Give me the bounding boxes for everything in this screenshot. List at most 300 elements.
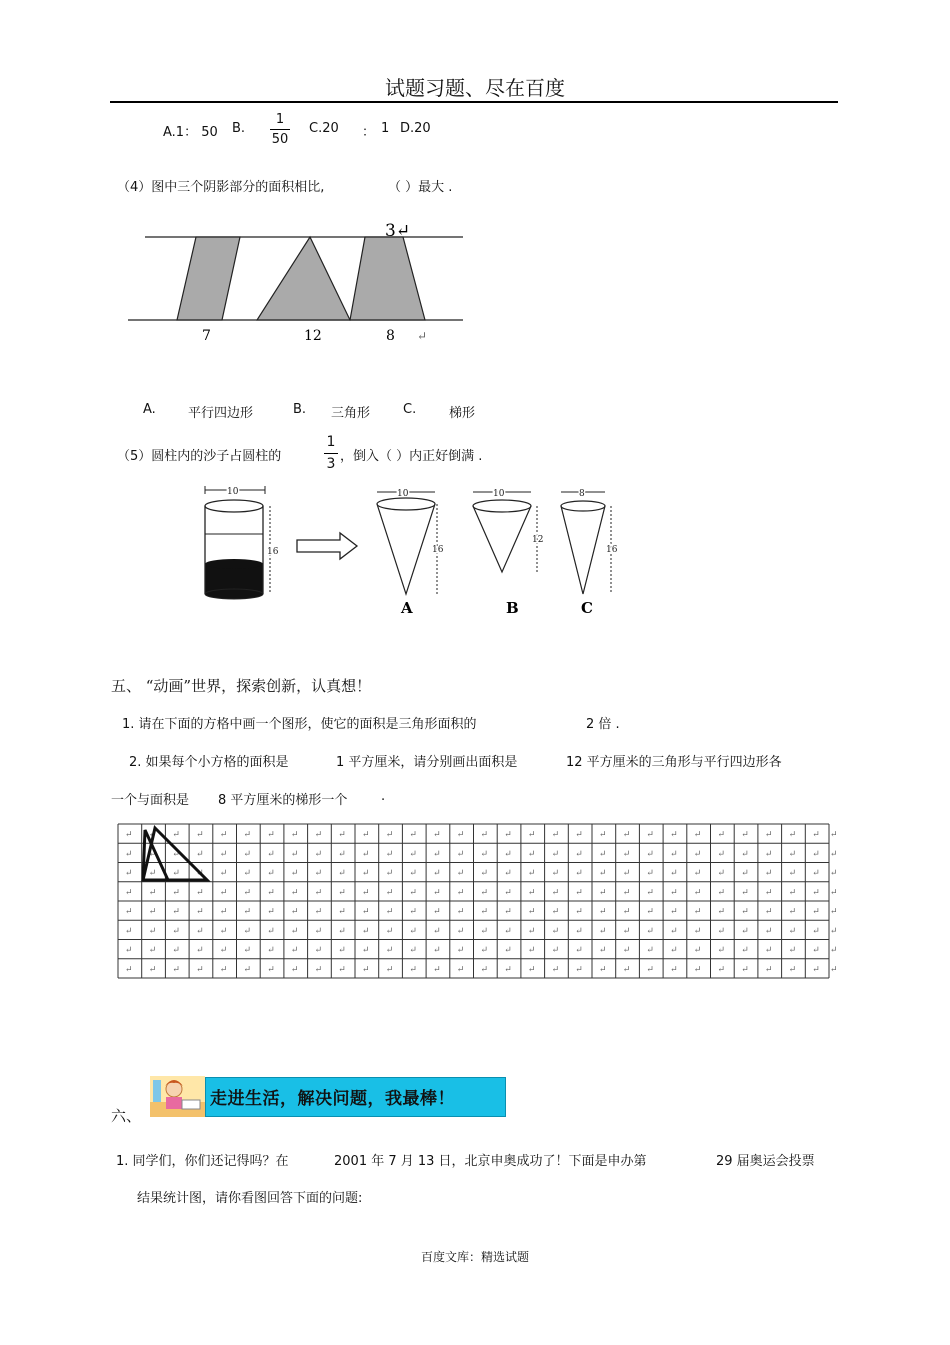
grid-cell-mark: ↵	[646, 868, 654, 879]
grid-cell-mark: ↵	[717, 830, 726, 840]
grid-cell-mark: ↵	[527, 887, 536, 898]
grid-cell-mark: ↵	[433, 849, 441, 860]
grid-cell-mark: ↵	[599, 868, 607, 879]
grid-cell-mark: ↵	[290, 926, 299, 937]
option-c: C.20	[309, 121, 339, 136]
cone-a-diameter-label: 10	[397, 489, 409, 499]
grid-cell-mark: ↵	[575, 830, 583, 840]
grid-cell-mark: ↵	[385, 830, 394, 840]
section-6-banner	[205, 1077, 506, 1117]
triangle-shape	[257, 237, 350, 320]
grid-cell-mark: ↵	[622, 849, 631, 860]
section-6-q1: 1. 同学们，你们还记得吗？在	[116, 1154, 289, 1169]
grid-cell-mark: ↵	[219, 868, 228, 879]
grid-cell-mark: ↵	[764, 926, 773, 937]
grid-cell-mark: ↵	[456, 849, 465, 860]
q4-prompt: （4）图中三个阴影部分的面积相比,	[117, 180, 325, 195]
grid-cell-mark: ↵	[456, 945, 465, 956]
q4-blank: （ ）最大 .	[388, 180, 453, 195]
grid-cell-mark: ↵	[480, 830, 489, 840]
grid-cell-mark: ↵	[764, 907, 773, 917]
grid-marks	[125, 830, 838, 975]
grid-cell-mark: ↵	[243, 907, 252, 917]
grid-cell-mark: ↵	[243, 926, 252, 937]
grid-cell-mark: ↵	[741, 830, 749, 840]
grid-cell-mark: ↵	[788, 830, 797, 840]
grid-cell-mark: ↵	[362, 830, 370, 840]
page-footer: 百度文库：精选试题	[420, 1250, 529, 1264]
grid-cell-mark: ↵	[219, 926, 228, 937]
grid-cell-mark: ↵	[670, 830, 678, 840]
grid-cell-mark: ↵	[812, 926, 820, 937]
grid-cell-mark: ↵	[480, 926, 489, 937]
fraction-bar	[324, 453, 338, 454]
grid-cell-mark: ↵	[219, 945, 228, 956]
cone-a-body	[377, 504, 435, 594]
option-a: A.1： 50	[163, 125, 218, 140]
grid-cell-mark: ↵	[599, 945, 607, 956]
grid-cell-mark: ↵	[172, 887, 180, 898]
grid-cell-mark: ↵	[527, 868, 536, 879]
grid-cell-mark: ↵	[812, 849, 820, 860]
grid-cell-mark: ↵	[385, 849, 394, 860]
grid-cell-mark: ↵	[125, 887, 133, 898]
option-d: D.20	[400, 121, 431, 136]
grid-cell-mark: ↵	[338, 945, 346, 956]
fraction-denominator: 3	[326, 456, 336, 472]
section-5-item-1-end: 2 倍 .	[586, 717, 620, 732]
grid-cell-mark: ↵	[314, 907, 323, 917]
fraction-numerator: 1	[275, 112, 285, 127]
grid-cell-mark: ↵	[551, 830, 560, 840]
trapezoid-top-label: 3↵	[385, 221, 411, 241]
grid-cell-mark: ↵	[717, 945, 726, 956]
q4-option-a-letter: A.	[143, 402, 156, 417]
grid-cell-mark: ↵	[125, 849, 133, 860]
grid-cell-mark: ↵	[788, 926, 797, 937]
section-5-item-2-line-2: 一个与面积是	[111, 793, 190, 808]
grid-cell-mark: ↵	[456, 868, 465, 879]
grid-cell-mark: ↵	[172, 868, 180, 879]
grid-cell-mark: ↵	[480, 849, 489, 860]
grid-cell-mark: ↵	[172, 849, 180, 860]
grid-cell-mark: ↵	[693, 830, 702, 840]
grid-cell-mark: ↵	[409, 945, 417, 956]
q4-option-a-text: 平行四边形	[188, 406, 254, 421]
grid-cell-mark: ↵	[385, 887, 394, 898]
page-header-title: 试题习题、尽在百度	[385, 76, 565, 100]
grid-cell-mark: ↵	[693, 849, 702, 860]
return-mark: ↵	[417, 329, 428, 343]
grid-cell-mark: ↵	[764, 849, 773, 860]
parallelogram-shape	[177, 237, 240, 320]
grid-cell-mark: ↵	[433, 887, 441, 898]
q5-fraction	[324, 433, 338, 474]
sand-surface	[205, 559, 263, 569]
fraction-denominator: 50	[271, 132, 289, 147]
cone-c-diameter-label: 8	[579, 489, 585, 499]
grid-cell-mark: ↵	[599, 926, 607, 937]
grid-cell-mark: ↵	[741, 964, 749, 975]
grid-cell-mark: ↵	[599, 887, 607, 898]
parallelogram-base-label: 7	[202, 328, 211, 344]
q4-option-b-text: 三角形	[331, 406, 371, 421]
grid-cell-mark: ↵	[717, 868, 726, 879]
grid-cell-mark: ↵	[812, 868, 820, 879]
grid-cell-mark: ↵	[693, 964, 702, 975]
grid-cell-mark: ↵	[741, 926, 749, 937]
grid-cell-mark: ↵	[196, 964, 204, 975]
header-rule	[110, 101, 838, 103]
grid-row-end-mark: ↵	[830, 868, 838, 879]
grid-cell-mark: ↵	[575, 907, 583, 917]
q4-option-c-letter: C.	[403, 402, 417, 417]
grid-cell-mark: ↵	[551, 907, 560, 917]
grid-cell-mark: ↵	[717, 926, 726, 937]
grid-cell-mark: ↵	[267, 926, 275, 937]
grid-cell-mark: ↵	[219, 907, 228, 917]
grid-cell-mark: ↵	[314, 926, 323, 937]
cylinder-height-label: 16	[267, 547, 279, 557]
grid-cell-mark: ↵	[575, 849, 583, 860]
grid-cell-mark: ↵	[362, 964, 370, 975]
grid-cell-mark: ↵	[551, 945, 560, 956]
grid-cell-mark: ↵	[670, 964, 678, 975]
grid-cell-mark: ↵	[599, 830, 607, 840]
q4-shapes-figure	[120, 215, 480, 350]
grid-cell-mark: ↵	[764, 868, 773, 879]
section-5-item-1: 1. 请在下面的方格中画一个图形，使它的面积是三角形面积的	[122, 717, 477, 732]
section-5-item-2-line-2-b: 8 平方厘米的梯形一个	[218, 793, 348, 808]
grid-cell-mark: ↵	[338, 887, 346, 898]
grid-cell-mark: ↵	[764, 830, 773, 840]
grid-cell-mark: ↵	[480, 964, 489, 975]
section-6-q1-part-b: 2001 年 7 月 13 日，北京申奥成功了！下面是申办第	[334, 1154, 647, 1169]
grid-cell-mark: ↵	[314, 887, 323, 898]
drawing-grid[interactable]	[115, 822, 840, 980]
grid-cell-mark: ↵	[764, 945, 773, 956]
grid-cell-mark: ↵	[338, 926, 346, 937]
trapezoid-base-label: 8	[386, 328, 395, 344]
grid-cell-mark: ↵	[527, 830, 536, 840]
grid-cell-mark: ↵	[219, 830, 228, 840]
option-c-ratio: ：	[362, 125, 376, 140]
grid-cell-mark: ↵	[504, 926, 512, 937]
q4-option-c-text: 梯形	[449, 406, 476, 421]
grid-cell-mark: ↵	[433, 945, 441, 956]
grid-cell-mark: ↵	[338, 830, 346, 840]
cone-a-height-label: 16	[432, 545, 444, 555]
grid-cell-mark: ↵	[693, 887, 702, 898]
grid-cell-mark: ↵	[670, 887, 678, 898]
grid-cell-mark: ↵	[243, 887, 252, 898]
section-6-banner-text: 走进生活，解决问题，我最棒！	[210, 1089, 455, 1109]
grid-cell-mark: ↵	[362, 945, 370, 956]
grid-cell-mark: ↵	[622, 907, 631, 917]
grid-cell-mark: ↵	[362, 887, 370, 898]
grid-cell-mark: ↵	[433, 926, 441, 937]
grid-cell-mark: ↵	[527, 945, 536, 956]
grid-cell-mark: ↵	[196, 926, 204, 937]
grid-cell-mark: ↵	[172, 964, 180, 975]
cone-b-label: B	[506, 599, 519, 617]
grid-cell-mark: ↵	[622, 868, 631, 879]
grid-cell-mark: ↵	[527, 907, 536, 917]
grid-cell-mark: ↵	[362, 926, 370, 937]
grid-cell-mark: ↵	[409, 849, 417, 860]
cone-b-rim	[473, 500, 531, 512]
cone-a-rim	[377, 498, 435, 510]
grid-cell-mark: ↵	[172, 926, 180, 937]
grid-cell-mark: ↵	[362, 868, 370, 879]
icon-book	[182, 1100, 200, 1109]
option-b-letter: B.	[232, 121, 246, 136]
grid-cell-mark: ↵	[504, 849, 512, 860]
section-6-q1-line-2: 结果统计图，请你看图回答下面的问题:	[137, 1191, 363, 1206]
grid-cell-mark: ↵	[504, 887, 512, 898]
grid-cell-mark: ↵	[646, 887, 654, 898]
grid-cell-mark: ↵	[338, 907, 346, 917]
grid-cell-mark: ↵	[385, 945, 394, 956]
section-5-item-2-line-2-c: .	[381, 789, 386, 804]
grid-cell-mark: ↵	[480, 907, 489, 917]
grid-cell-mark: ↵	[575, 887, 583, 898]
grid-cell-mark: ↵	[314, 849, 323, 860]
grid-cell-mark: ↵	[504, 907, 512, 917]
grid-cell-mark: ↵	[788, 907, 797, 917]
grid-cell-mark: ↵	[456, 830, 465, 840]
grid-cell-mark: ↵	[385, 868, 394, 879]
grid-row-end-mark: ↵	[830, 887, 838, 898]
fraction-numerator: 1	[326, 434, 336, 450]
grid-cell-mark: ↵	[148, 945, 157, 956]
grid-cell-mark: ↵	[599, 964, 607, 975]
grid-cell-mark: ↵	[551, 868, 560, 879]
cylinder-top	[205, 500, 263, 512]
grid-cell-mark: ↵	[788, 887, 797, 898]
cone-b-height-label: 12	[532, 535, 544, 545]
grid-cell-mark: ↵	[646, 945, 654, 956]
cone-b-diameter-label: 10	[493, 489, 505, 499]
grid-cell-mark: ↵	[480, 945, 489, 956]
grid-cell-mark: ↵	[338, 868, 346, 879]
cone-c-height-label: 16	[606, 545, 618, 555]
section-5-item-2: 2. 如果每个小方格的面积是	[129, 755, 289, 770]
grid-cell-mark: ↵	[551, 849, 560, 860]
cone-b-body	[473, 506, 531, 572]
grid-cell-mark: ↵	[148, 926, 157, 937]
grid-cell-mark: ↵	[243, 868, 252, 879]
grid-cell-mark: ↵	[456, 926, 465, 937]
grid-cell-mark: ↵	[788, 868, 797, 879]
section-5-item-2-part-c: 12 平方厘米的三角形与平行四边形各	[566, 755, 782, 770]
grid-row-end-mark: ↵	[830, 830, 838, 840]
grid-cell-mark: ↵	[764, 964, 773, 975]
trapezoid-shape	[350, 237, 425, 320]
grid-row-end-mark: ↵	[830, 964, 838, 975]
grid-cell-mark: ↵	[788, 945, 797, 956]
grid-cell-mark: ↵	[290, 887, 299, 898]
grid-cell-mark: ↵	[267, 887, 275, 898]
grid-cell-mark: ↵	[196, 868, 204, 879]
grid-cell-mark: ↵	[670, 945, 678, 956]
grid-cell-mark: ↵	[622, 887, 631, 898]
grid-cell-mark: ↵	[599, 907, 607, 917]
grid-cell-mark: ↵	[243, 830, 252, 840]
triangle-base-label: 12	[304, 328, 322, 344]
section-6-label: 六、	[111, 1107, 142, 1125]
grid-cell-mark: ↵	[551, 887, 560, 898]
grid-cell-mark: ↵	[599, 849, 607, 860]
grid-cell-mark: ↵	[504, 945, 512, 956]
grid-cell-mark: ↵	[196, 907, 204, 917]
grid-cell-mark: ↵	[480, 887, 489, 898]
grid-cell-mark: ↵	[219, 849, 228, 860]
grid-cell-mark: ↵	[338, 964, 346, 975]
q4-option-b-letter: B.	[293, 402, 307, 417]
grid-cell-mark: ↵	[148, 907, 157, 917]
grid-cell-mark: ↵	[764, 887, 773, 898]
cone-c-label: C	[581, 599, 593, 617]
grid-cell-mark: ↵	[693, 926, 702, 937]
cylinder-diameter-label: 10	[227, 487, 239, 497]
grid-cell-mark: ↵	[812, 945, 820, 956]
grid-row-end-mark: ↵	[830, 945, 838, 956]
grid-cell-mark: ↵	[148, 868, 157, 879]
grid-cell-mark: ↵	[622, 830, 631, 840]
grid-cell-mark: ↵	[646, 830, 654, 840]
q5-prompt: （5）圆柱内的沙子占圆柱的	[117, 449, 282, 464]
grid-cell-mark: ↵	[243, 964, 252, 975]
grid-cell-mark: ↵	[219, 887, 228, 898]
grid-cell-mark: ↵	[575, 964, 583, 975]
option-b-fraction	[270, 111, 290, 148]
grid-row-end-mark: ↵	[830, 926, 838, 937]
grid-cell-mark: ↵	[267, 830, 275, 840]
grid-cell-mark: ↵	[172, 907, 180, 917]
grid-cell-mark: ↵	[456, 907, 465, 917]
grid-cell-mark: ↵	[409, 830, 417, 840]
arrow-right-icon	[297, 533, 357, 559]
grid-cell-mark: ↵	[741, 849, 749, 860]
grid-cell-mark: ↵	[527, 964, 536, 975]
section-6-q1-part-c: 29 届奥运会投票	[716, 1154, 815, 1169]
grid-cell-mark: ↵	[812, 964, 820, 975]
q5-containers-figure	[195, 482, 635, 622]
grid-cell-mark: ↵	[125, 907, 133, 917]
grid-cell-mark: ↵	[433, 830, 441, 840]
grid-cell-mark: ↵	[575, 868, 583, 879]
fraction-bar	[270, 129, 290, 130]
q5-suffix: ，倒入（ ）内正好倒满 .	[340, 449, 483, 464]
grid-cell-mark: ↵	[125, 964, 133, 975]
grid-cell-mark: ↵	[338, 849, 346, 860]
grid-cell-mark: ↵	[812, 907, 820, 917]
grid-cell-mark: ↵	[788, 964, 797, 975]
grid-cell-mark: ↵	[693, 945, 702, 956]
grid-row-end-mark: ↵	[830, 907, 838, 917]
grid-cell-mark: ↵	[670, 907, 678, 917]
grid-cell-mark: ↵	[172, 830, 180, 840]
grid-cell-mark: ↵	[196, 830, 204, 840]
grid-cell-mark: ↵	[670, 868, 678, 879]
cone-c-rim	[561, 501, 605, 511]
grid-cell-mark: ↵	[219, 964, 228, 975]
section-5-item-2-part-b: 1 平方厘米，请分别画出面积是	[336, 755, 518, 770]
grid-cell-mark: ↵	[314, 830, 323, 840]
grid-cell-mark: ↵	[622, 926, 631, 937]
grid-cell-mark: ↵	[409, 887, 417, 898]
grid-cell-mark: ↵	[125, 926, 133, 937]
grid-cell-mark: ↵	[504, 964, 512, 975]
grid-cell-mark: ↵	[267, 907, 275, 917]
grid-cell-mark: ↵	[504, 830, 512, 840]
grid-cell-mark: ↵	[148, 849, 157, 860]
grid-cell-mark: ↵	[196, 945, 204, 956]
grid-cell-mark: ↵	[314, 945, 323, 956]
grid-cell-mark: ↵	[741, 868, 749, 879]
grid-cell-mark: ↵	[267, 868, 275, 879]
grid-cell-mark: ↵	[409, 868, 417, 879]
grid-cell-mark: ↵	[243, 945, 252, 956]
grid-cell-mark: ↵	[409, 907, 417, 917]
grid-cell-mark: ↵	[670, 926, 678, 937]
grid-cell-mark: ↵	[267, 945, 275, 956]
grid-cell-mark: ↵	[480, 868, 489, 879]
grid-cell-mark: ↵	[125, 868, 133, 879]
grid-cell-mark: ↵	[693, 868, 702, 879]
grid-cell-mark: ↵	[267, 849, 275, 860]
grid-cell-mark: ↵	[456, 887, 465, 898]
grid-cell-mark: ↵	[385, 926, 394, 937]
option-c-value: 1	[381, 121, 390, 136]
grid-cell-mark: ↵	[385, 907, 394, 917]
grid-cell-mark: ↵	[504, 868, 512, 879]
grid-cell-mark: ↵	[551, 926, 560, 937]
grid-cell-mark: ↵	[433, 907, 441, 917]
grid-cell-mark: ↵	[148, 830, 157, 840]
grid-cell-mark: ↵	[290, 849, 299, 860]
grid-cell-mark: ↵	[362, 907, 370, 917]
grid-cell-mark: ↵	[741, 887, 749, 898]
grid-cell-mark: ↵	[575, 945, 583, 956]
grid-cell-mark: ↵	[717, 887, 726, 898]
grid-cell-mark: ↵	[788, 849, 797, 860]
grid-cell-mark: ↵	[551, 964, 560, 975]
grid-cell-mark: ↵	[622, 945, 631, 956]
icon-shelf	[153, 1080, 161, 1102]
grid-cell-mark: ↵	[314, 868, 323, 879]
grid-cell-mark: ↵	[148, 887, 157, 898]
cone-a-label: A	[401, 599, 413, 617]
grid-cell-mark: ↵	[196, 887, 204, 898]
grid-cell-mark: ↵	[125, 945, 133, 956]
grid-cell-mark: ↵	[741, 907, 749, 917]
grid-cell-mark: ↵	[314, 964, 323, 975]
grid-cell-mark: ↵	[812, 830, 820, 840]
grid-cell-mark: ↵	[622, 964, 631, 975]
grid-cell-mark: ↵	[646, 907, 654, 917]
grid-cell-mark: ↵	[527, 849, 536, 860]
grid-cell-mark: ↵	[148, 964, 157, 975]
section-5-title: 五、 “动画”世界，探索创新，认真想！	[111, 677, 372, 695]
grid-cell-mark: ↵	[646, 849, 654, 860]
grid-cell-mark: ↵	[409, 926, 417, 937]
grid-cell-mark: ↵	[575, 926, 583, 937]
grid-cell-mark: ↵	[243, 849, 252, 860]
icon-shirt	[166, 1097, 182, 1109]
grid-cell-mark: ↵	[290, 868, 299, 879]
